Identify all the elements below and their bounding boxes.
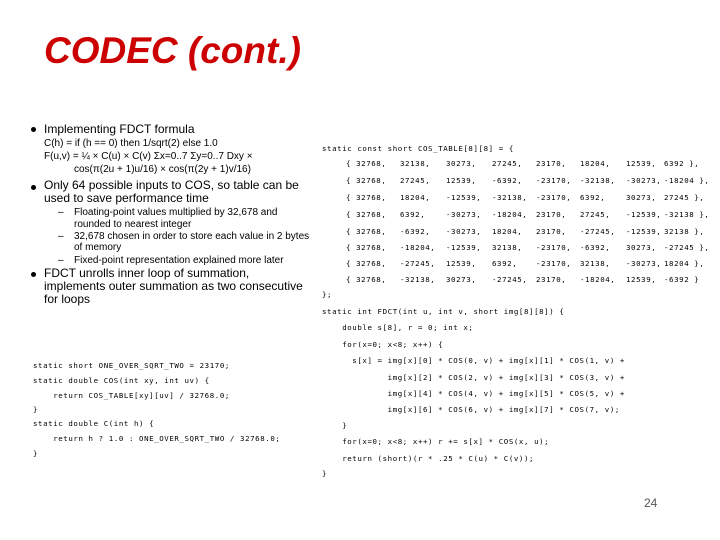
cos-table-cell: { 32768, [346,193,387,202]
cos-table-cell: { 32768, [346,176,387,185]
cos-table-cell: -18204 }, [664,176,710,185]
cos-table-cell: 32138 }, [664,227,705,236]
cos-table-cell: 12539, [446,176,477,185]
code-cos-table-close: }; [322,290,333,299]
cos-table-cell: -30273, [446,227,482,236]
cos-table-row [346,227,706,237]
cos-table-cell: 27245, [400,176,431,185]
cos-table-cell: { 32768, [346,210,387,219]
cos-table-cell: -6392, [492,176,523,185]
bullet-cos-table-2: used to save performance time [44,191,209,205]
cos-table-cell: 18204, [400,193,431,202]
sub-floating-2: rounded to nearest integer [74,219,192,230]
code-cos-func: static double COS(int xy, int uv) { [33,376,210,385]
code-one-over-sqrt-two: static short ONE_OVER_SQRT_TWO = 23170; [33,361,230,370]
cos-table-cell: -6392 } [664,275,700,284]
cos-table-cell: 27245, [492,159,523,168]
code-fdct-sum-3: img[x][4] * COS(4, v) + img[x][5] * COS(5, v) + [322,389,625,398]
bullet-dot [31,185,36,190]
cos-table-cell: -32138, [492,193,528,202]
cos-table-cell: -27245, [400,259,436,268]
slide-title: CODEC (cont.) [44,30,301,71]
cos-table-cell: 12539, [626,275,657,284]
formula-line-3: cos(π(2u + 1)u/16) × cos(π(2y + 1)v/16) [74,164,251,175]
code-fdct-sum-2: img[x][2] * COS(2, v) + img[x][3] * COS(3, v) + [322,373,625,382]
formula-line-1: C(h) = if (h == 0) then 1/sqrt(2) else 1.0 [44,138,218,149]
formula-line-2: F(u,v) = ¼ × C(u) × C(v) Σx=0..7 Σy=0..7 Dxy × [44,151,253,162]
cos-table-cell: -23170, [536,259,572,268]
cos-table-cell: { 32768, [346,275,387,284]
cos-table-row [346,259,706,269]
cos-table-cell: -27245, [580,227,616,236]
cos-table-cell: 32138, [492,243,523,252]
code-fdct-decl: double s[8], r = 0; int x; [322,323,474,332]
cos-table-cell: 30273, [446,159,477,168]
code-c-return: return h ? 1.0 : ONE_OVER_SQRT_TWO / 32768.0; [33,434,281,443]
cos-table-row [346,176,710,186]
cos-table-cell: 27245, [580,210,611,219]
cos-table-cell: 23170, [536,275,567,284]
cos-table-cell: 23170, [536,227,567,236]
sub-32678-2: of memory [74,242,122,253]
page-number: 24 [644,496,658,510]
cos-table-row [346,159,706,169]
code-cos-close: } [33,405,39,414]
cos-table-cell: 32138, [400,159,431,168]
code-fdct-close: } [322,469,328,478]
sub-floating-1: Floating-point values multiplied by 32,678 and [74,207,278,218]
code-fdct-sum-4: img[x][6] * COS(6, v) + img[x][7] * COS(7, v); [322,405,620,414]
bullet-dot [31,272,36,277]
code-c-close: } [33,449,39,458]
cos-table-cell: -18204, [400,243,436,252]
cos-table-cell: -6392, [580,243,611,252]
cos-table-cell: -12539, [626,210,662,219]
code-c-func: static double C(int h) { [33,419,155,428]
cos-table-row [346,243,710,253]
cos-table-cell: -6392, [400,227,431,236]
cos-table-cell: -12539, [626,227,662,236]
cos-table-cell: -32138, [400,275,436,284]
cos-table-cell: 18204, [492,227,523,236]
code-fdct-for2: for(x=0; x<8; x++) r += s[x] * COS(x, u); [322,437,550,446]
cos-table-cell: -23170, [536,193,572,202]
cos-table-cell: { 32768, [346,227,387,236]
bullet-fdct-unrolls-3: for loops [44,292,91,306]
cos-table-cell: -18204, [492,210,528,219]
code-fdct-return: return (short)(r * .25 * C(u) * C(v)); [322,454,535,463]
code-fdct-sum-1: s[x] = img[x][0] * COS(0, v) + img[x][1] * COS(1, v) + [322,356,625,365]
bullet-fdct-unrolls-2: implements outer summation as two consecutive [44,279,303,293]
cos-table-cell: -23170, [536,243,572,252]
cos-table-cell: 6392, [400,210,426,219]
cos-table-cell: 6392, [580,193,606,202]
cos-table-cell: -18204, [580,275,616,284]
cos-table-cell: -12539, [446,193,482,202]
cos-table-cell: -30273, [626,259,662,268]
cos-table-cell: 23170, [536,159,567,168]
sub-dash: – [58,231,64,242]
cos-table-cell: 12539, [446,259,477,268]
code-fdct-signature: static int FDCT(int u, int v, short img[8][8]) { [322,307,565,316]
code-fdct-for1-close: } [322,421,348,430]
cos-table-cell: 32138, [580,259,611,268]
bullet-dot [31,127,36,132]
cos-table-cell: -12539, [446,243,482,252]
cos-table-cell: 18204, [580,159,611,168]
sub-dash: – [58,207,64,218]
cos-table-cell: { 32768, [346,159,387,168]
cos-table-row [346,193,706,203]
cos-table-cell: -27245, [492,275,528,284]
cos-table-row [346,275,706,285]
cos-table-cell: 23170, [536,210,567,219]
code-cos-return: return COS_TABLE[xy][uv] / 32768.0; [33,391,230,400]
cos-table-cell: -32138, [580,176,616,185]
cos-table-cell: 30273, [446,275,477,284]
sub-dash: – [58,255,64,266]
cos-table-cell: 30273, [626,243,657,252]
cos-table-cell: -23170, [536,176,572,185]
bullet-implementing-fdct: Implementing FDCT formula [44,122,195,136]
bullet-fdct-unrolls-1: FDCT unrolls inner loop of summation, [44,266,250,280]
cos-table-cell: 18204 }, [664,259,705,268]
bullet-cos-table-1: Only 64 possible inputs to COS, so table can be [44,178,299,192]
cos-table-cell: -32138 }, [664,210,710,219]
cos-table-cell: 6392 }, [664,159,700,168]
cos-table-cell: 12539, [626,159,657,168]
sub-fixed-point: Fixed-point representation explained more later [74,255,284,266]
cos-table-row [346,210,710,220]
code-cos-table-header: static const short COS_TABLE[8][8] = { [322,144,514,153]
cos-table-cell: { 32768, [346,259,387,268]
cos-table-cell: 27245 }, [664,193,705,202]
cos-table-cell: 6392, [492,259,518,268]
cos-table-cell: 30273, [626,193,657,202]
cos-table-cell: -30273, [626,176,662,185]
code-fdct-for1: for(x=0; x<8; x++) { [322,340,444,349]
sub-32678-1: 32,678 chosen in order to store each value in 2 bytes [74,231,310,242]
cos-table-cell: -27245 }, [664,243,710,252]
cos-table-cell: -30273, [446,210,482,219]
cos-table-cell: { 32768, [346,243,387,252]
